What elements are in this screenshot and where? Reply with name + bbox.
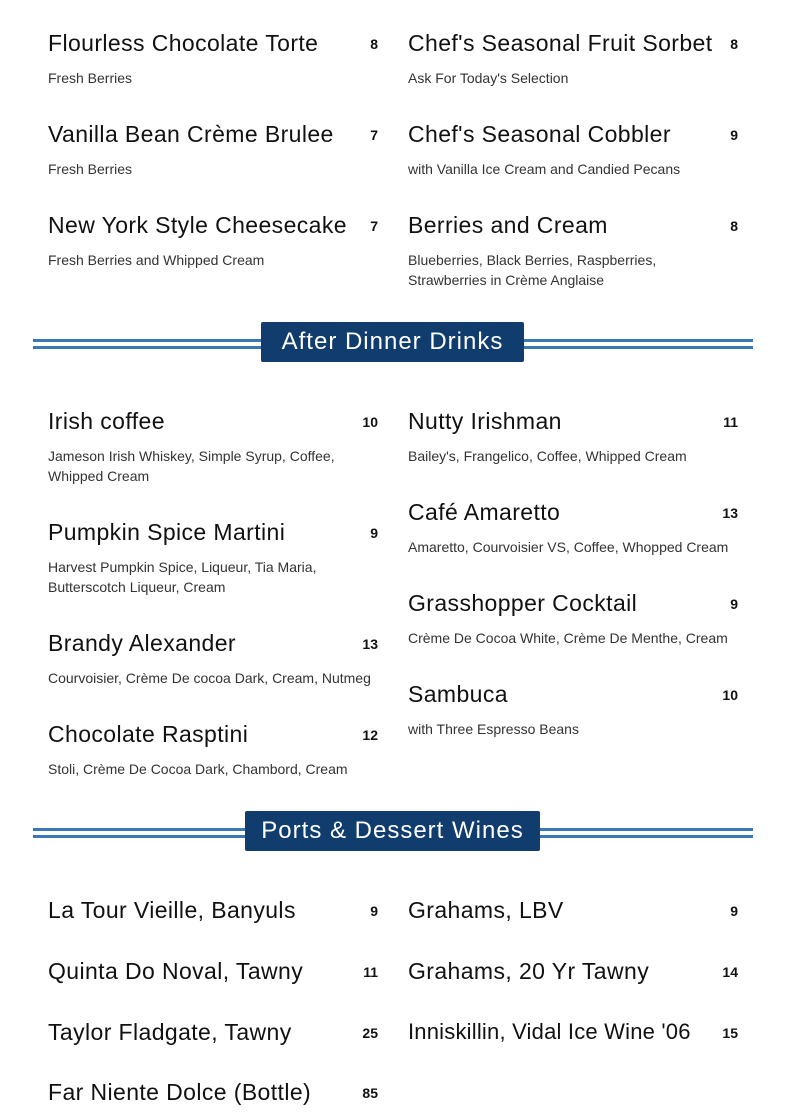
- item-price: 25: [362, 1025, 378, 1041]
- item-price: 12: [362, 727, 378, 743]
- item-name: Grasshopper Cocktail: [408, 590, 638, 616]
- item-name: Grahams, LBV: [408, 897, 564, 923]
- item-name: Brandy Alexander: [48, 630, 236, 656]
- item-price: 13: [362, 636, 378, 652]
- item-description: Fresh Berries: [48, 70, 133, 86]
- item-price: 9: [730, 903, 738, 919]
- item-name: Quinta Do Noval, Tawny: [48, 958, 304, 984]
- item-description: Jameson Irish Whiskey, Simple Syrup, Coffee, Whipped Cream: [48, 448, 335, 484]
- item-price: 7: [370, 127, 378, 143]
- item-name: Grahams, 20 Yr Tawny: [408, 958, 650, 984]
- item-name: La Tour Vieille, Banyuls: [48, 897, 296, 923]
- item-name: Nutty Irishman: [408, 408, 562, 434]
- item-price: 85: [362, 1085, 378, 1101]
- item-name: Far Niente Dolce (Bottle): [48, 1079, 312, 1105]
- item-description: Blueberries, Black Berries, Raspberries, Strawberries in Crème Anglaise: [408, 252, 657, 288]
- item-price: 9: [730, 596, 738, 612]
- item-price: 8: [730, 218, 738, 234]
- item-name: Chef's Seasonal Fruit Sorbet: [408, 30, 713, 56]
- item-name: Berries and Cream: [408, 212, 608, 238]
- item-price: 8: [370, 36, 378, 52]
- item-description: Courvoisier, Crème De cocoa Dark, Cream, Nutmeg: [48, 670, 371, 686]
- item-price: 7: [370, 218, 378, 234]
- item-name: Sambuca: [408, 681, 508, 707]
- section-title-after-dinner-drinks: After Dinner Drinks: [261, 322, 524, 362]
- item-price: 10: [362, 414, 378, 430]
- item-name: Chocolate Rasptini: [48, 721, 249, 747]
- item-price: 14: [722, 964, 738, 980]
- item-description: Crème De Cocoa White, Crème De Menthe, Cream: [408, 630, 728, 646]
- item-name: Flourless Chocolate Torte: [48, 30, 319, 56]
- item-price: 9: [370, 525, 378, 541]
- item-price: 8: [730, 36, 738, 52]
- item-description: Harvest Pumpkin Spice, Liqueur, Tia Maria, Butterscotch Liqueur, Cream: [48, 559, 317, 595]
- section-title-ports-dessert-wines: Ports & Dessert Wines: [245, 811, 540, 851]
- item-description: Amaretto, Courvoisier VS, Coffee, Whopped Cream: [408, 539, 729, 555]
- item-price: 9: [370, 903, 378, 919]
- item-name: Irish coffee: [48, 408, 165, 434]
- item-name: Taylor Fladgate, Tawny: [48, 1019, 292, 1045]
- item-name: New York Style Cheesecake: [48, 212, 347, 238]
- item-price: 11: [363, 964, 378, 980]
- item-name: Chef's Seasonal Cobbler: [408, 121, 671, 147]
- item-price: 9: [730, 127, 738, 143]
- item-name: Café Amaretto: [408, 499, 561, 525]
- item-description: with Three Espresso Beans: [408, 721, 579, 737]
- item-price: 15: [722, 1025, 738, 1041]
- item-price: 11: [723, 414, 738, 430]
- item-description: Bailey's, Frangelico, Coffee, Whipped Cream: [408, 448, 687, 464]
- item-name: Inniskillin, Vidal Ice Wine '06: [408, 1019, 691, 1044]
- item-price: 10: [722, 687, 738, 703]
- item-price: 13: [722, 505, 738, 521]
- item-description: Stoli, Crème De Cocoa Dark, Chambord, Cream: [48, 761, 348, 777]
- item-description: with Vanilla Ice Cream and Candied Pecans: [408, 161, 681, 177]
- item-name: Vanilla Bean Crème Brulee: [48, 121, 334, 147]
- item-description: Ask For Today's Selection: [408, 70, 569, 86]
- item-description: Fresh Berries: [48, 161, 133, 177]
- item-name: Pumpkin Spice Martini: [48, 519, 286, 545]
- item-description: Fresh Berries and Whipped Cream: [48, 252, 265, 268]
